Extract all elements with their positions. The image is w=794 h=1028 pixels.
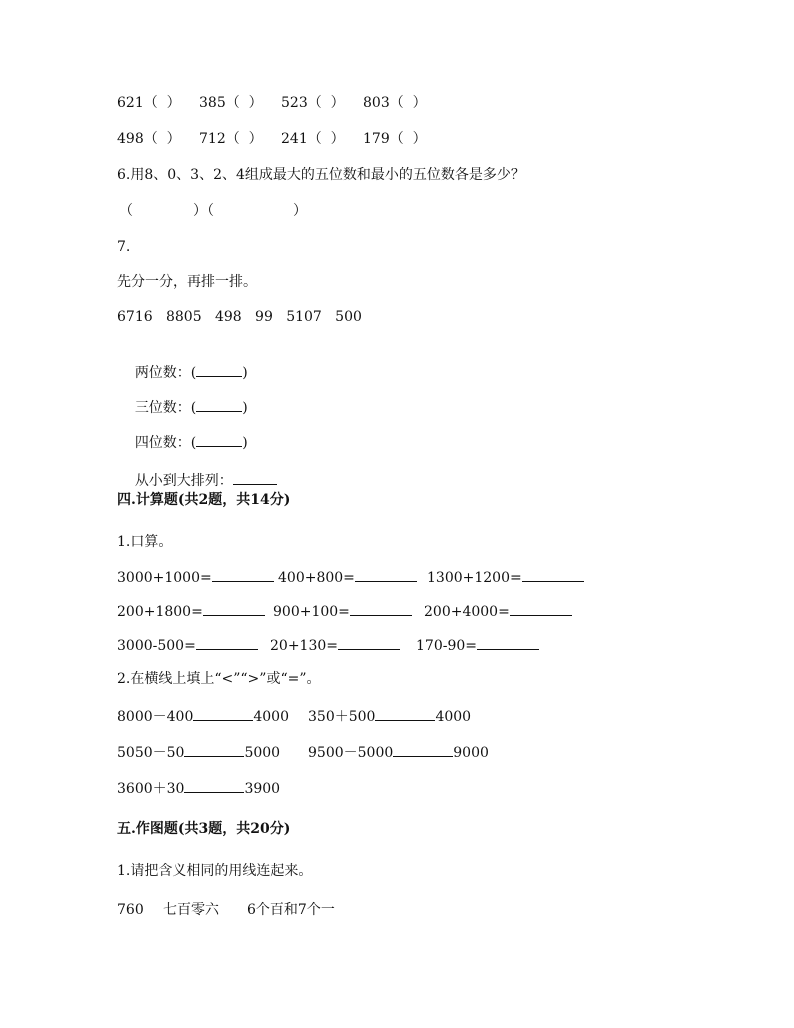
compare-blank[interactable] <box>184 742 244 757</box>
calc-answer-blank[interactable] <box>510 601 572 616</box>
calc-row-2-item-1 <box>117 601 265 622</box>
calc-row-1-item-2 <box>278 567 417 588</box>
order-label: 从小到大排列： <box>134 473 233 489</box>
calc-row-3-item-3 <box>416 635 539 656</box>
compare-row-1-item-1 <box>117 706 289 727</box>
calc-expression: 170-90= <box>416 638 477 654</box>
q5-row-2-item-1: 498（ ） <box>117 131 181 147</box>
calc-expression: 20+130= <box>270 638 338 654</box>
calc-answer-blank[interactable] <box>203 601 265 616</box>
q7-instruction: 先分一分，再排一排。 <box>117 274 257 290</box>
q5-row-1-item-3: 523（ ） <box>281 95 345 111</box>
calc-row-3-item-1 <box>117 635 258 656</box>
match-item-2: 七百零六 <box>163 902 219 918</box>
compare-row-2-item-2 <box>308 742 489 763</box>
two-digit-label: 两位数：( <box>134 365 197 381</box>
q6-answer-close: ） <box>293 203 307 219</box>
calc-expression: 3000+1000= <box>117 570 212 586</box>
compare-row-3-item-1 <box>117 778 280 799</box>
calc-answer-blank[interactable] <box>212 567 274 582</box>
q5-row-2-item-4: 179（ ） <box>363 131 427 147</box>
compare-right: 3900 <box>244 781 281 797</box>
calc-expression: 200+4000= <box>424 604 510 620</box>
q6-question: 6.用8、0、3、2、4组成最大的五位数和最小的五位数各是多少？ <box>117 167 525 183</box>
calc-row-1-item-3 <box>427 567 584 588</box>
section-5-q1: 1.请把含义相同的用线连起来。 <box>117 863 313 879</box>
three-digit-label: 三位数：( <box>134 400 197 416</box>
compare-row-2-item-1 <box>117 742 280 763</box>
compare-left: 3600＋30 <box>117 781 185 797</box>
compare-right: 4000 <box>253 709 289 725</box>
calc-row-2-item-2 <box>273 601 412 622</box>
compare-left: 5050－50 <box>117 745 185 761</box>
calc-row-1-item-1 <box>117 567 274 588</box>
match-item-1: 760 <box>117 902 144 918</box>
q5-row-1-item-2: 385（ ） <box>199 95 263 111</box>
calc-row-2-item-3 <box>424 601 572 622</box>
calc-expression: 200+1800= <box>117 604 203 620</box>
compare-right: 4000 <box>435 709 472 725</box>
calc-answer-blank[interactable] <box>338 635 400 650</box>
calc-answer-blank[interactable] <box>350 601 412 616</box>
section-5-title: 五.作图题(共3题，共20分) <box>117 821 291 837</box>
order-blank[interactable] <box>233 470 277 485</box>
q6-answer-middle: ）（ <box>193 203 214 219</box>
q5-row-2-item-2: 712（ ） <box>199 131 263 147</box>
compare-left: 9500－5000 <box>308 745 394 761</box>
compare-blank[interactable] <box>393 742 453 757</box>
compare-right: 5000 <box>244 745 281 761</box>
calc-answer-blank[interactable] <box>355 567 417 582</box>
calc-answer-blank[interactable] <box>522 567 584 582</box>
four-digit-label: 四位数：( <box>134 435 197 451</box>
q5-row-1-item-4: 803（ ） <box>363 95 427 111</box>
calc-answer-blank[interactable] <box>196 635 258 650</box>
compare-right: 9000 <box>453 745 489 761</box>
compare-blank[interactable] <box>375 706 435 721</box>
compare-left: 350＋500 <box>308 709 376 725</box>
calc-expression: 3000-500= <box>117 638 196 654</box>
section-4-q1: 1.口算。 <box>117 534 173 550</box>
calc-expression: 400+800= <box>278 570 355 586</box>
calc-answer-blank[interactable] <box>477 635 539 650</box>
four-digit-close: ) <box>242 435 248 451</box>
compare-blank[interactable] <box>184 778 244 793</box>
two-digit-blank[interactable] <box>196 362 242 377</box>
two-digit-close: ) <box>242 365 248 381</box>
calc-expression: 1300+1200= <box>427 570 522 586</box>
calc-row-3-item-2 <box>270 635 400 656</box>
compare-blank[interactable] <box>193 706 253 721</box>
compare-left: 8000－400 <box>117 709 194 725</box>
q5-row-2-item-3: 241（ ） <box>281 131 345 147</box>
section-4-q2: 2.在横线上填上“<”“>”或“=”。 <box>117 671 321 687</box>
match-item-3: 6个百和7个一 <box>247 902 335 918</box>
three-digit-close: ) <box>242 400 248 416</box>
compare-row-1-item-2 <box>308 706 471 727</box>
q7-number: 7. <box>117 239 131 255</box>
q5-row-1-item-1: 621（ ） <box>117 95 181 111</box>
four-digit-blank[interactable] <box>196 432 242 447</box>
calc-expression: 900+100= <box>273 604 350 620</box>
three-digit-blank[interactable] <box>196 397 242 412</box>
q7-numbers: 6716 8805 498 99 5107 500 <box>117 309 362 325</box>
q6-answer-open: （ <box>119 203 133 219</box>
section-4-title: 四.计算题(共2题，共14分) <box>117 492 291 508</box>
